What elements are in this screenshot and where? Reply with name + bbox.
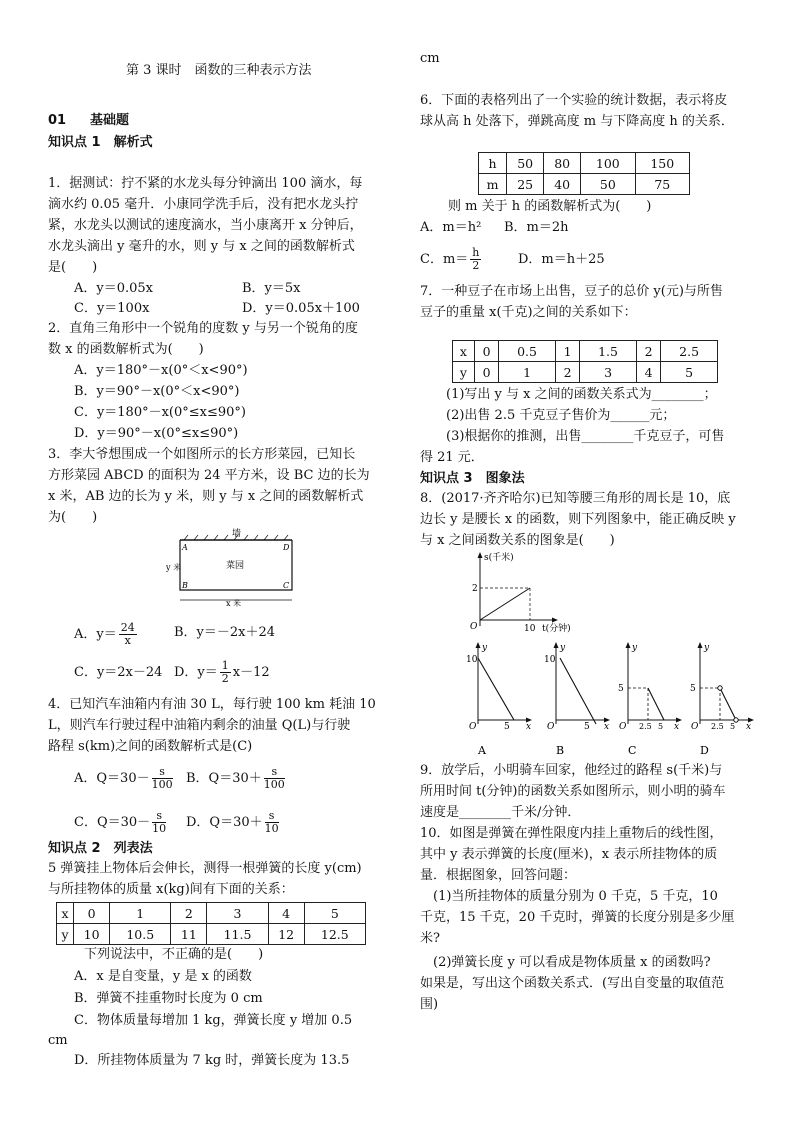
q7-line: 7．一种豆子在市场上出售，豆子的总价 y(元)与所售 <box>420 284 723 299</box>
q2-option-a: A．y＝180°－x(0°＜x<90°) <box>74 363 248 378</box>
kp2-title: 知识点 2 列表法 <box>48 841 153 856</box>
q4-option-b: B．Q＝30＋ $\frac{s}{100}$ <box>186 765 285 791</box>
q2-option-d: D．y＝90°－x(0°≤x≤90°) <box>74 426 239 441</box>
q8-label-a: A <box>478 744 486 757</box>
section-number: 01 <box>48 113 67 128</box>
q9-line: 9．放学后，小明骑车回家，他经过的路程 s(千米)与 <box>420 763 723 778</box>
table-cell: 10.5 <box>110 924 171 945</box>
table-row <box>453 362 718 383</box>
table-cell: 0.5 <box>499 341 556 362</box>
q2-line: 数 x 的函数解析式为( ) <box>48 342 204 357</box>
q8c-x: x <box>674 722 680 732</box>
q9-y-label: s(千米) <box>484 553 514 563</box>
section-name: 基础题 <box>90 113 130 128</box>
table-cell: 1 <box>110 903 171 924</box>
table-row <box>57 903 366 924</box>
q7-sub3: (3)根据你的推测，出售________千克豆子，可售 <box>446 429 725 444</box>
q8d-y: y <box>704 643 710 653</box>
table-cell: h <box>479 153 507 174</box>
table-cell: 1 <box>499 362 556 383</box>
q10-line: 如果是，写出这个函数关系式．(写出自变量的取值范 <box>420 976 725 991</box>
table-cell: y <box>57 924 74 945</box>
q10-line: (2)弹簧长度 y 可以看成是物体质量 x 的函数吗? <box>420 955 711 970</box>
table-cell: 11.5 <box>207 924 268 945</box>
table-cell: 12 <box>268 924 304 945</box>
table-cell: 3 <box>580 362 637 383</box>
q3-option-d: D．y＝ $\frac{1}{2}$ x－12 <box>174 659 270 685</box>
q8-label-d: D <box>700 744 709 757</box>
table-cell: 4 <box>268 903 304 924</box>
q6-line: 球从高 h 处落下，弹跳高度 m 与下降高度 h 的关系． <box>420 114 734 129</box>
table-cell: 2 <box>555 362 579 383</box>
q3-option-a: A．y＝ $\frac{24}{x}$ <box>74 621 135 647</box>
q8b-x: x <box>604 722 610 732</box>
q4-option-d: D．Q＝30＋ $\frac{s}{10}$ <box>186 809 279 835</box>
table-cell: 2 <box>636 341 660 362</box>
q9-graph <box>458 548 608 638</box>
point-b: B <box>182 581 188 590</box>
q2-option-c: C．y＝180°－x(0°≤x≤90°) <box>74 405 247 420</box>
q7-line: 豆子的重量 x(千克)之间的关系如下： <box>420 305 637 320</box>
table-cell: 100 <box>581 153 635 174</box>
q8c-y: y <box>632 643 638 653</box>
q1-option-d: D．y＝0.05x＋100 <box>242 301 360 316</box>
y-length-label: y 米 <box>166 563 182 572</box>
q1-option-b: B．y＝5x <box>242 281 301 296</box>
q8-graphs <box>458 638 758 762</box>
table-cell: x <box>453 341 475 362</box>
q5-table <box>56 902 366 945</box>
table-cell: 0 <box>74 903 110 924</box>
q8-line: 与 x 之间函数关系的图象是( ) <box>420 533 615 548</box>
table-cell: 40 <box>544 174 581 195</box>
q8-label-b: B <box>556 744 565 757</box>
q6-option-d: D．m＝h＋25 <box>518 252 605 267</box>
q8-graph-b <box>544 642 610 757</box>
table-row <box>479 174 690 195</box>
q1-option-a: A．y＝0.05x <box>74 281 154 296</box>
q9-x-tick: 10 <box>524 624 536 634</box>
q1-line: 是( ) <box>48 260 98 275</box>
q9-origin: O <box>470 622 478 632</box>
table-cell: 150 <box>635 153 689 174</box>
table-cell: 50 <box>507 153 544 174</box>
q9-x-label: t(分钟) <box>542 624 571 634</box>
q7-sub1: (1)写出 y 与 x 之间的函数关系式为________； <box>446 387 717 402</box>
q8d-five-y: 5 <box>690 684 696 694</box>
q3-line: 方形菜园 ABCD 的面积为 24 平方米，设 BC 边的长为 <box>48 468 370 483</box>
garden-figure <box>166 528 306 608</box>
table-row <box>57 924 366 945</box>
point-a: A <box>182 543 188 552</box>
table-row <box>479 153 690 174</box>
q9-y-tick: 2 <box>472 584 478 594</box>
q7-sub2: (2)出售 2.5 千克豆子售价为______元； <box>446 408 676 423</box>
point-d: D <box>283 543 290 552</box>
table-cell: 75 <box>635 174 689 195</box>
q5-prompt: 下列说法中，不正确的是( ) <box>84 947 264 962</box>
q8-graph-c <box>618 642 682 757</box>
garden-label: 菜园 <box>226 561 245 571</box>
q8b-y: y <box>560 643 566 653</box>
q5-option-c: C．物体质量每增加 1 kg，弹簧长度 y 增加 0.5 <box>74 1013 353 1028</box>
q8b-ten: 10 <box>544 655 556 665</box>
q5-line: 与所挂物体的质量 x(kg)间有下面的关系： <box>48 882 294 897</box>
q7-sub3-cont: 得 21 元． <box>420 450 484 465</box>
q8-graph-a <box>466 642 532 757</box>
q8b-o: O <box>547 722 555 732</box>
table-cell: 2 <box>171 903 207 924</box>
q4-line: L，则汽车行驶过程中油箱内剩余的油量 Q(L)与行驶 <box>48 718 351 733</box>
q3-option-b: B．y＝－2x＋24 <box>174 625 276 640</box>
q9-line <box>480 588 530 620</box>
q3-line: x 米，AB 边的长为 y 米，则 y 与 x 之间的函数解析式 <box>48 489 364 504</box>
q8a-ten: 10 <box>466 655 478 665</box>
q2-option-b: B．y＝90°－x(0°＜x<90°) <box>74 384 240 399</box>
q3-option-c: C．y＝2x－24 <box>74 665 163 680</box>
table-cell: m <box>479 174 507 195</box>
table-cell: 0 <box>474 341 498 362</box>
q6-option-b: B．m＝2h <box>504 220 569 235</box>
q5-line: 5 弹簧挂上物体后会伸长，测得一根弹簧的长度 y(cm) <box>48 861 362 876</box>
q6-prompt: 则 m 关于 h 的函数解析式为( ) <box>448 199 652 214</box>
table-cell: 11 <box>171 924 207 945</box>
q8a-y: y <box>482 643 488 653</box>
table-cell: 80 <box>544 153 581 174</box>
q4-option-c: C．Q＝30－ $\frac{s}{10}$ <box>74 809 167 835</box>
page-title: 第 3 课时 函数的三种表示方法 <box>126 63 312 78</box>
q7-table <box>452 340 718 383</box>
q8-line: 8．(2017·齐齐哈尔)已知等腰三角形的周长是 10，底 <box>420 491 731 506</box>
q3-line: 为( ) <box>48 510 98 525</box>
q8-label-c: C <box>628 744 637 757</box>
q3-line: 3．李大爷想围成一个如图所示的长方形菜园，已知长 <box>48 447 356 462</box>
table-cell: 1.5 <box>580 341 637 362</box>
table-row <box>453 341 718 362</box>
q4-line: 4．已知汽车油箱内有油 30 L，每行驶 100 km 耗油 10 <box>48 697 376 712</box>
table-cell: 5 <box>304 903 365 924</box>
q9-y-arrow <box>478 552 483 558</box>
q5-option-c-cont: cm <box>48 1033 68 1048</box>
q1-line: 1．据测试：拧不紧的水龙头每分钟滴出 100 滴水，每 <box>48 176 363 191</box>
table-cell: 4 <box>636 362 660 383</box>
table-cell: y <box>453 362 475 383</box>
q5-option-d-cont: cm <box>420 51 440 66</box>
q8d-two5: 2.5 <box>711 722 724 731</box>
x-length-label: x 米 <box>226 599 242 608</box>
q8d-o: O <box>691 722 699 732</box>
q5-option-b: B．弹簧不挂重物时长度为 0 cm <box>74 991 263 1006</box>
q8d-five-x: 5 <box>730 722 736 731</box>
table-cell: 10 <box>74 924 110 945</box>
q9-line: 速度是________千米/分钟． <box>420 805 581 820</box>
q8-line: 边长 y 是腰长 x 的函数，则下列图象中，能正确反映 y <box>420 512 736 527</box>
q10-line: 米? <box>420 931 440 946</box>
table-cell: 12.5 <box>304 924 365 945</box>
table-cell: 50 <box>581 174 635 195</box>
table-cell: x <box>57 903 74 924</box>
table-cell: 25 <box>507 174 544 195</box>
q8-graph-d <box>690 642 754 757</box>
q8b-five: 5 <box>584 722 590 732</box>
q1-line: 水龙头滴出 y 毫升的水，则 y 与 x 之间的函数解析式 <box>48 239 355 254</box>
q2-line: 2．直角三角形中一个锐角的度数 y 与另一个锐角的度 <box>48 321 358 336</box>
q6-table <box>478 152 690 195</box>
kp3-title: 知识点 3 图象法 <box>420 471 525 486</box>
q8a-five: 5 <box>504 722 510 732</box>
q10-line: (1)当所挂物体的质量分别为 0 千克，5 千克，10 <box>420 889 718 904</box>
q8c-five-y: 5 <box>618 684 624 694</box>
q10-line: 千克，15 千克，20 千克时，弹簧的长度分别是多少厘 <box>420 910 735 925</box>
q1-option-c: C．y＝100x <box>74 301 150 316</box>
q6-line: 6．下面的表格列出了一个实验的统计数据，表示将皮 <box>420 93 728 108</box>
q5-option-a: A．x 是自变量，y 是 x 的函数 <box>74 969 252 984</box>
q10-line: 10．如图是弹簧在弹性限度内挂上重物后的线性图， <box>420 826 723 841</box>
q4-line: 路程 s(km)之间的函数解析式是(C) <box>48 739 253 754</box>
q6-option-c: C．m＝ $\frac{h}{2}$ <box>420 246 480 272</box>
table-cell: 2.5 <box>661 341 718 362</box>
q8c-o: O <box>619 722 627 732</box>
kp1-title: 知识点 1 解析式 <box>48 135 153 150</box>
q10-line: 其中 y 表示弹簧的长度(厘米)，x 表示所挂物体的质 <box>420 847 718 862</box>
q10-line: 量．根据图象，回答问题： <box>420 868 577 883</box>
q10-line: 围) <box>420 997 439 1012</box>
q8c-five-x: 5 <box>658 722 664 731</box>
q8a-x: x <box>526 722 532 732</box>
q5-option-d: D．所挂物体质量为 7 kg 时，弹簧长度为 13.5 <box>74 1053 350 1068</box>
wall-label: 墙 <box>232 529 242 539</box>
table-cell: 1 <box>555 341 579 362</box>
q8c-two5: 2.5 <box>639 722 652 731</box>
table-cell: 0 <box>474 362 498 383</box>
q9-x-arrow <box>552 618 558 623</box>
q8a-o: O <box>469 722 477 732</box>
table-cell: 5 <box>661 362 718 383</box>
q6-option-a: A．m＝h² <box>420 220 482 235</box>
q8d-x: x <box>746 722 752 732</box>
q9-line: 所用时间 t(分钟)的函数关系如图所示，则小明的骑车 <box>420 784 726 799</box>
point-c: C <box>283 581 290 590</box>
table-cell: 3 <box>207 903 268 924</box>
q1-line: 滴水约 0.05 毫升．小康同学洗手后，没有把水龙头拧 <box>48 197 359 212</box>
q1-line: 紧，水龙头以测试的速度滴水，当小康离开 x 分钟后， <box>48 218 363 233</box>
q4-option-a: A．Q＝30－ $\frac{s}{100}$ <box>74 765 173 791</box>
